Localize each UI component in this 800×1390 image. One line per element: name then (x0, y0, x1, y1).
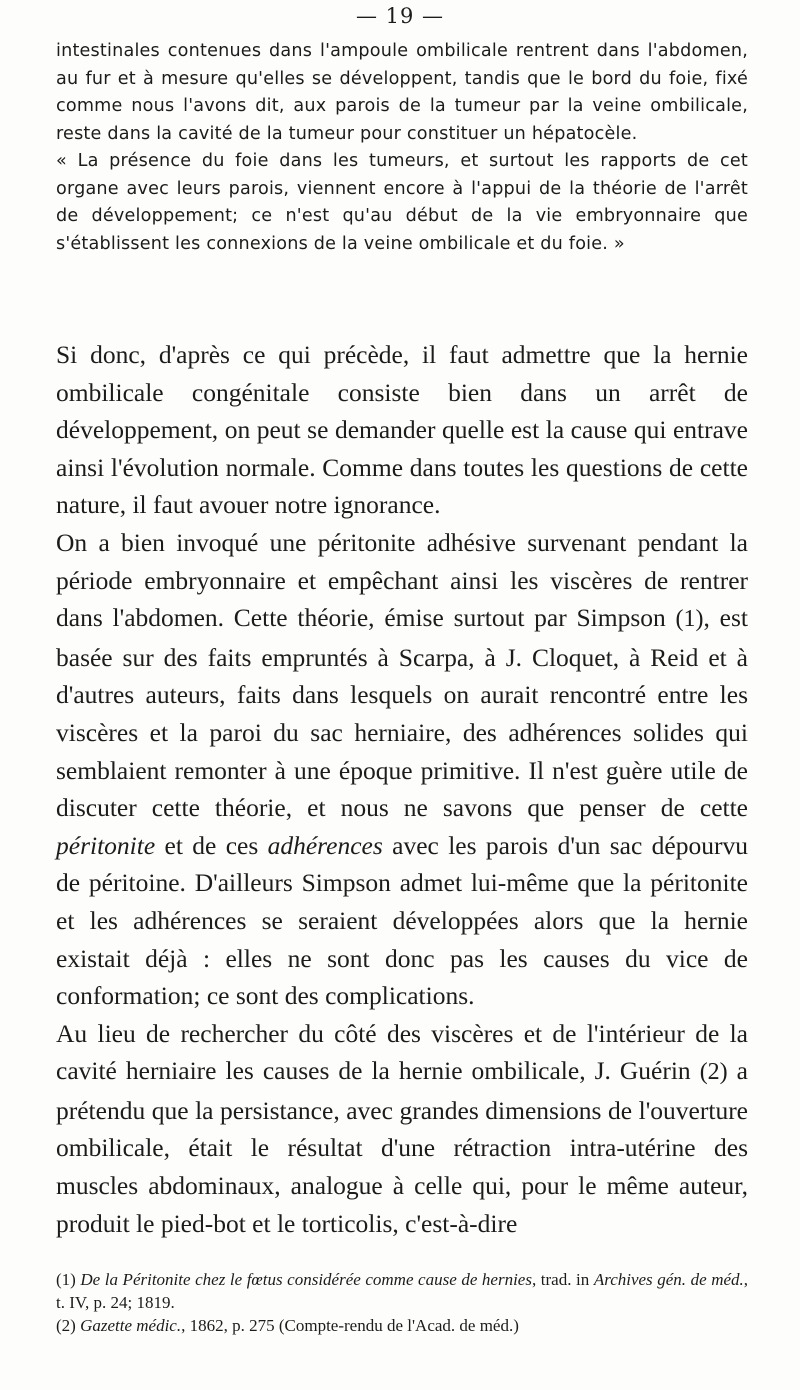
body-paragraph-3-part-b: a prétendu que la persistance, avec grandes dimensions de l'ouverture ombilicale, était le résultat d'une rétraction intra-utérine des muscles abdominaux, analogue à celle qui, pour le même auteur, produit le pied-bot et le torticolis, c'est-à-dire (56, 1056, 748, 1238)
footnote-2-journal: Gazette médic. (80, 1316, 182, 1335)
italic-term-adherences: adhérences (267, 830, 383, 860)
main-text (56, 336, 748, 1242)
body-paragraph-2-part-c: et de ces (155, 830, 268, 860)
body-paragraph-2 (56, 524, 748, 1015)
footnote-1-title: De la Péritonite chez le fœtus considérée comme cause de hernies (80, 1270, 532, 1289)
quoted-passage (56, 38, 748, 258)
footnote-1-text: , trad. in (531, 1270, 594, 1289)
page-number: — 19 — (355, 4, 445, 28)
body-paragraph-2-part-a: On a bien invoqué une péritonite adhésive survenant pendant la période embryonnaire et empêchant ainsi les viscères de rentrer dans l'abdomen. Cette théorie, émise surtout par Simpson (56, 527, 748, 633)
body-paragraph-3-part-a: Au lieu de rechercher du côté des viscères et de l'intérieur de la cavité herniaire les causes de la hernie ombilicale, J. Guérin (56, 1018, 748, 1086)
quote-paragraph-1: intestinales contenues dans l'ampoule ombilicale rentrent dans l'abdomen, au fur et à mesure qu'elles se développent, tandis que le bord du foie, fixé comme nous l'avons dit, aux parois de la tumeur par la veine ombilicale, reste dans la cavité de la tumeur pour constituer un hépatocèle. (56, 41, 748, 144)
italic-term-peritonite: péritonite (56, 830, 156, 860)
footnote-ref-1: (1) (675, 606, 704, 633)
footnote-2-number: (2) (56, 1316, 76, 1335)
quote-paragraph-2: « La présence du foie dans les tumeurs, et surtout les rapports de cet organe avec leurs parois, viennent encore à l'appui de la théorie de l'arrêt de développement; ce n'est qu'au début de la vie embryonnaire que s'établissent les connexions de la veine ombilicale et du foie. » (56, 151, 748, 254)
footnote-1-text-2: , t. IV, p. 24; 1819. (56, 1270, 749, 1312)
footnotes (56, 1268, 748, 1337)
body-paragraph-2-part-b: , est basée sur des faits empruntés à Scarpa, à J. Cloquet, à Reid et à d'autres auteurs, faits dans lesquels on aurait rencontré entre les viscères et la paroi du sac herniaire, des adhérences solides qui semblaient remonter à une époque primitive. Il n'est guère utile de discuter cette théorie, et nous ne savons que penser de cette (56, 603, 749, 823)
footnote-1 (56, 1268, 748, 1314)
footnote-2-text: , 1862, p. 275 (Compte-rendu de l'Acad. de méd.) (181, 1316, 519, 1335)
footnote-ref-2: (2) (699, 1059, 728, 1086)
footnote-1-journal: Archives gén. de méd. (593, 1270, 744, 1289)
body-paragraph-3 (56, 1015, 748, 1243)
body-paragraph-2-part-d: avec les parois d'un sac dépourvu de péritoine. D'ailleurs Simpson admet lui-même que la péritonite et les adhérences se seraient développées alors que la hernie existait déjà : elles ne sont donc pas les causes du vice de conformation; ce sont des complications. (56, 830, 748, 1011)
footnote-2 (56, 1314, 748, 1337)
footnote-1-number: (1) (56, 1270, 76, 1289)
body-paragraph-1: Si donc, d'après ce qui précède, il faut admettre que la hernie ombilicale congénitale consiste bien dans un arrêt de développement, on peut se demander quelle est la cause qui entrave ainsi l'évolution normale. Comme dans toutes les questions de cette nature, il faut avouer notre ignorance. (56, 340, 748, 520)
